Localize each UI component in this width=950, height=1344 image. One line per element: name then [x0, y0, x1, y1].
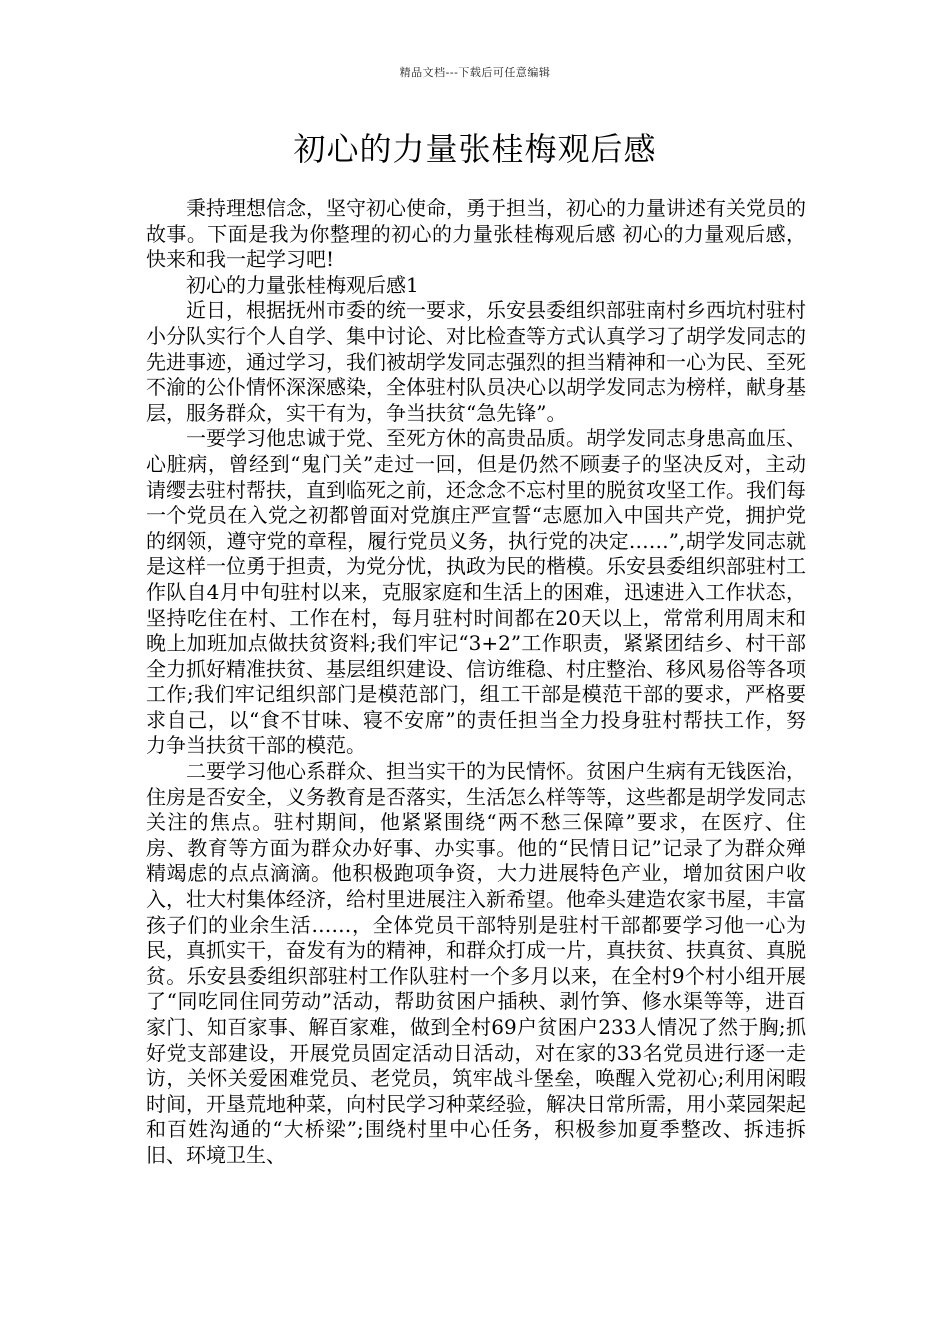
body-paragraph: 一要学习他忠诚于党、至死方休的高贵品质。胡学发同志身患高血压、心脏病，曾经到“鬼门关”走过一回，但是仍然不顾妻子的坚决反对，主动请缨去驻村帮扶，直到临死之前，还念念不忘村里的脱贫攻坚工作。我们每一个党员在入党之初都曾面对党旗庄严宣誓“志愿加入中国共产党，拥护党的纲领，遵守党的章程，履行党员义务，执行党的决定……”,胡学发同志就是这样一位勇于担责，为党分忧，执政为民的楷模。乐安县委组织部驻村工作队自4月中旬驻村以来，克服家庭和生活上的困难，迅速进入工作状态，坚持吃住在村、工作在村，每月驻村时间都在20天以上，常常利用周末和晚上加班加点做扶贫资料;我们牢记“3+2”工作职责，紧紧团结乡、村干部全力抓好精准扶贫、基层组织建设、信访维稳、村庄整治、移风易俗等各项工作;我们牢记组织部门是模范部门，组工干部是模范干部的要求，严格要求自己，以“食不甘味、寝不安席”的责任担当全力投身驻村帮扶工作，努力争当扶贫干部的模范。: [146, 426, 806, 758]
page-title: 初心的力量张桂梅观后感: [293, 130, 657, 168]
body-paragraph: 二要学习他心系群众、担当实干的为民情怀。贫困户生病有无钱医治，住房是否安全，义务教育是否落实，生活怎么样等等，这些都是胡学发同志关注的焦点。驻村期间，他紧紧围绕“两不愁三保障”要求，在医疗、住房、教育等方面为群众办好事、办实事。他的“民情日记”记录了为群众殚精竭虑的点点滴滴。他积极跑项争资，大力进展特色产业，增加贫困户收入，壮大村集体经济，给村里进展注入新希望。他牵头建造农家书屋，丰富孩子们的业余生活……，全体党员干部特别是驻村干部都要学习他一心为民，真抓实干，奋发有为的精神，和群众打成一片，真扶贫、扶真贫、真脱贫。乐安县委组织部驻村工作队驻村一个多月以来，在全村9个村小组开展了“同吃同住同劳动”活动，帮助贫困户插秧、剥竹笋、修水渠等等，进百家门、知百家事、解百家难，做到全村69户贫困户233人情况了然于胸;抓好党支部建设，开展党员固定活动日活动，对在家的33名党员进行逐一走访，关怀关爱困难党员、老党员，筑牢战斗堡垒，唤醒入党初心;利用闲暇时间，开垦荒地种菜，向村民学习种菜经验，解决日常所需，用小菜园架起和百姓沟通的“大桥梁”;围绕村里中心任务，积极参加夏季整改、拆违拆旧、环境卫生、: [146, 759, 806, 1167]
intro-paragraph: 秉持理想信念，坚守初心使命，勇于担当，初心的力量讲述有关党员的故事。下面是我为你整理的初心的力量张桂梅观后感 初心的力量观后感，快来和我一起学习吧!: [146, 196, 806, 272]
body-paragraph: 近日，根据抚州市委的统一要求，乐安县委组织部驻南村乡西坑村驻村小分队实行个人自学、集中讨论、对比检查等方式认真学习了胡学发同志的先进事迹，通过学习，我们被胡学发同志强烈的担当精神和一心为民、至死不渝的公仆情怀深深感染，全体驻村队员决心以胡学发同志为榜样，献身基层，服务群众，实干有为，争当扶贫“急先锋”。: [146, 298, 806, 425]
document-body: [146, 196, 806, 1169]
section-heading: 初心的力量张桂梅观后感1: [186, 272, 419, 297]
header-note: 精品文档---下载后可任意编辑: [399, 66, 551, 79]
